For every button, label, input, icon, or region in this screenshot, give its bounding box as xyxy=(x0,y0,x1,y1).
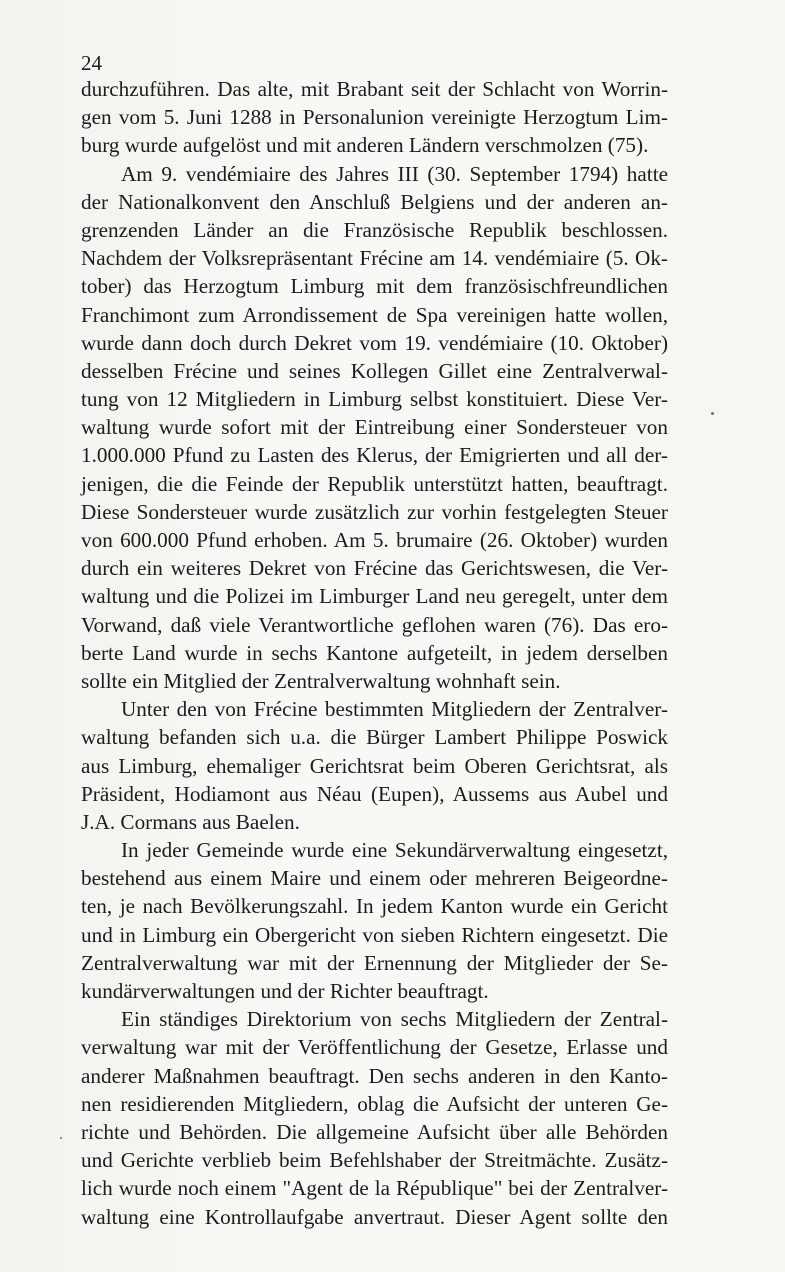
text-line: berte Land wurde in sechs Kantone aufgeteilt, in jedem derselben xyxy=(81,640,668,665)
text-line: Vorwand, daß viele Verantwortliche geflohen waren (76). Das ero- xyxy=(81,612,668,637)
text-line: waltung und die Polizei im Limburger Land neu geregelt, unter dem xyxy=(81,584,668,609)
text-line: grenzenden Länder an die Französische Republik beschlossen. xyxy=(81,217,668,242)
text-line: Zentralverwaltung war mit der Ernennung der Mitglieder der Se- xyxy=(81,950,668,975)
text-line: Diese Sondersteuer wurde zusätzlich zur vorhin festgelegten Steuer xyxy=(81,499,668,524)
text-line: von 600.000 Pfund erhoben. Am 5. brumaire (26. Oktober) wurden xyxy=(81,528,668,552)
text-line: sollte ein Mitglied der Zentralverwaltung wohnhaft sein. xyxy=(81,668,561,693)
text-line: durchzuführen. Das alte, mit Brabant seit der Schlacht von Worrin- xyxy=(81,77,668,101)
text-line: der Nationalkonvent den Anschluß Belgiens und der anderen an- xyxy=(81,189,668,214)
text-line: Am 9. vendémiaire des Jahres III (30. September 1794) hatte xyxy=(121,161,668,186)
page-number: 24 xyxy=(81,51,102,75)
text-line: Ein ständiges Direktorium von sechs Mitgliedern der Zentral- xyxy=(121,1007,668,1032)
text-line: ten, je nach Bevölkerungszahl. In jedem Kanton wurde ein Gericht xyxy=(81,894,668,919)
text-line: jenigen, die die Feinde der Republik unterstützt hatten, beauftragt. xyxy=(81,471,668,496)
text-line: waltung eine Kontrollaufgabe anvertraut. Dieser Agent sollte den xyxy=(81,1204,668,1229)
text-line: anderer Maßnahmen beauftragt. Den sechs anderen in den Kanto- xyxy=(81,1063,668,1088)
text-line: tung von 12 Mitgliedern in Limburg selbst konstituiert. Diese Ver- xyxy=(81,387,668,412)
text-line: 1.000.000 Pfund zu Lasten des Klerus, der Emigrierten und all der- xyxy=(81,443,668,468)
paper-speck xyxy=(60,1137,62,1139)
text-line: kundärverwaltungen und der Richter beauftragt. xyxy=(81,979,489,1003)
text-line: bestehend aus einem Maire und einem oder mehreren Beigeordne- xyxy=(81,866,668,891)
text-line: waltung wurde sofort mit der Eintreibung einer Sondersteuer von xyxy=(81,415,668,440)
text-line: und Gerichte verblieb beim Befehlshaber der Streitmächte. Zusätz- xyxy=(81,1148,668,1173)
text-line: richte und Behörden. Die allgemeine Aufsicht über alle Behörden xyxy=(81,1119,668,1144)
text-line: J.A. Cormans aus Baelen. xyxy=(81,809,300,834)
text-line: Nachdem der Volksrepräsentant Frécine am 14. vendémiaire (5. Ok- xyxy=(81,246,668,271)
text-line: In jeder Gemeinde wurde eine Sekundärverwaltung eingesetzt, xyxy=(121,838,668,863)
paper-speck xyxy=(711,412,714,415)
text-line: lich wurde noch einem "Agent de la République" bei der Zentralver- xyxy=(81,1176,668,1201)
text-line: Franchimont zum Arrondissement de Spa vereinigen hatte wollen, xyxy=(81,302,668,327)
text-line: wurde dann doch durch Dekret vom 19. vendémiaire (10. Oktober) xyxy=(81,330,668,355)
text-line: Unter den von Frécine bestimmten Mitgliedern der Zentralver- xyxy=(121,697,668,722)
text-line: verwaltung war mit der Veröffentlichung der Gesetze, Erlasse und xyxy=(81,1035,668,1060)
text-line: waltung befanden sich u.a. die Bürger Lambert Philippe Poswick xyxy=(81,725,668,750)
text-line: nen residierenden Mitgliedern, oblag die Aufsicht der unteren Ge- xyxy=(81,1091,668,1116)
body-text xyxy=(81,75,668,1231)
text-line: und in Limburg ein Obergericht von sieben Richtern eingesetzt. Die xyxy=(81,922,668,947)
text-line: burg wurde aufgelöst und mit anderen Ländern verschmolzen (75). xyxy=(81,133,649,158)
text-line: Präsident, Hodiamont aus Néau (Eupen), Aussems aus Aubel und xyxy=(81,781,668,806)
text-line: aus Limburg, ehemaliger Gerichtsrat beim Oberen Gerichtsrat, als xyxy=(81,753,668,778)
text-line: tober) das Herzogtum Limburg mit dem französischfreundlichen xyxy=(81,274,668,299)
text-line: durch ein weiteres Dekret von Frécine das Gerichtswesen, die Ver- xyxy=(81,556,668,581)
text-line: gen vom 5. Juni 1288 in Personalunion vereinigte Herzogtum Lim- xyxy=(81,105,668,130)
text-line: desselben Frécine und seines Kollegen Gillet eine Zentralverwal- xyxy=(81,358,668,383)
